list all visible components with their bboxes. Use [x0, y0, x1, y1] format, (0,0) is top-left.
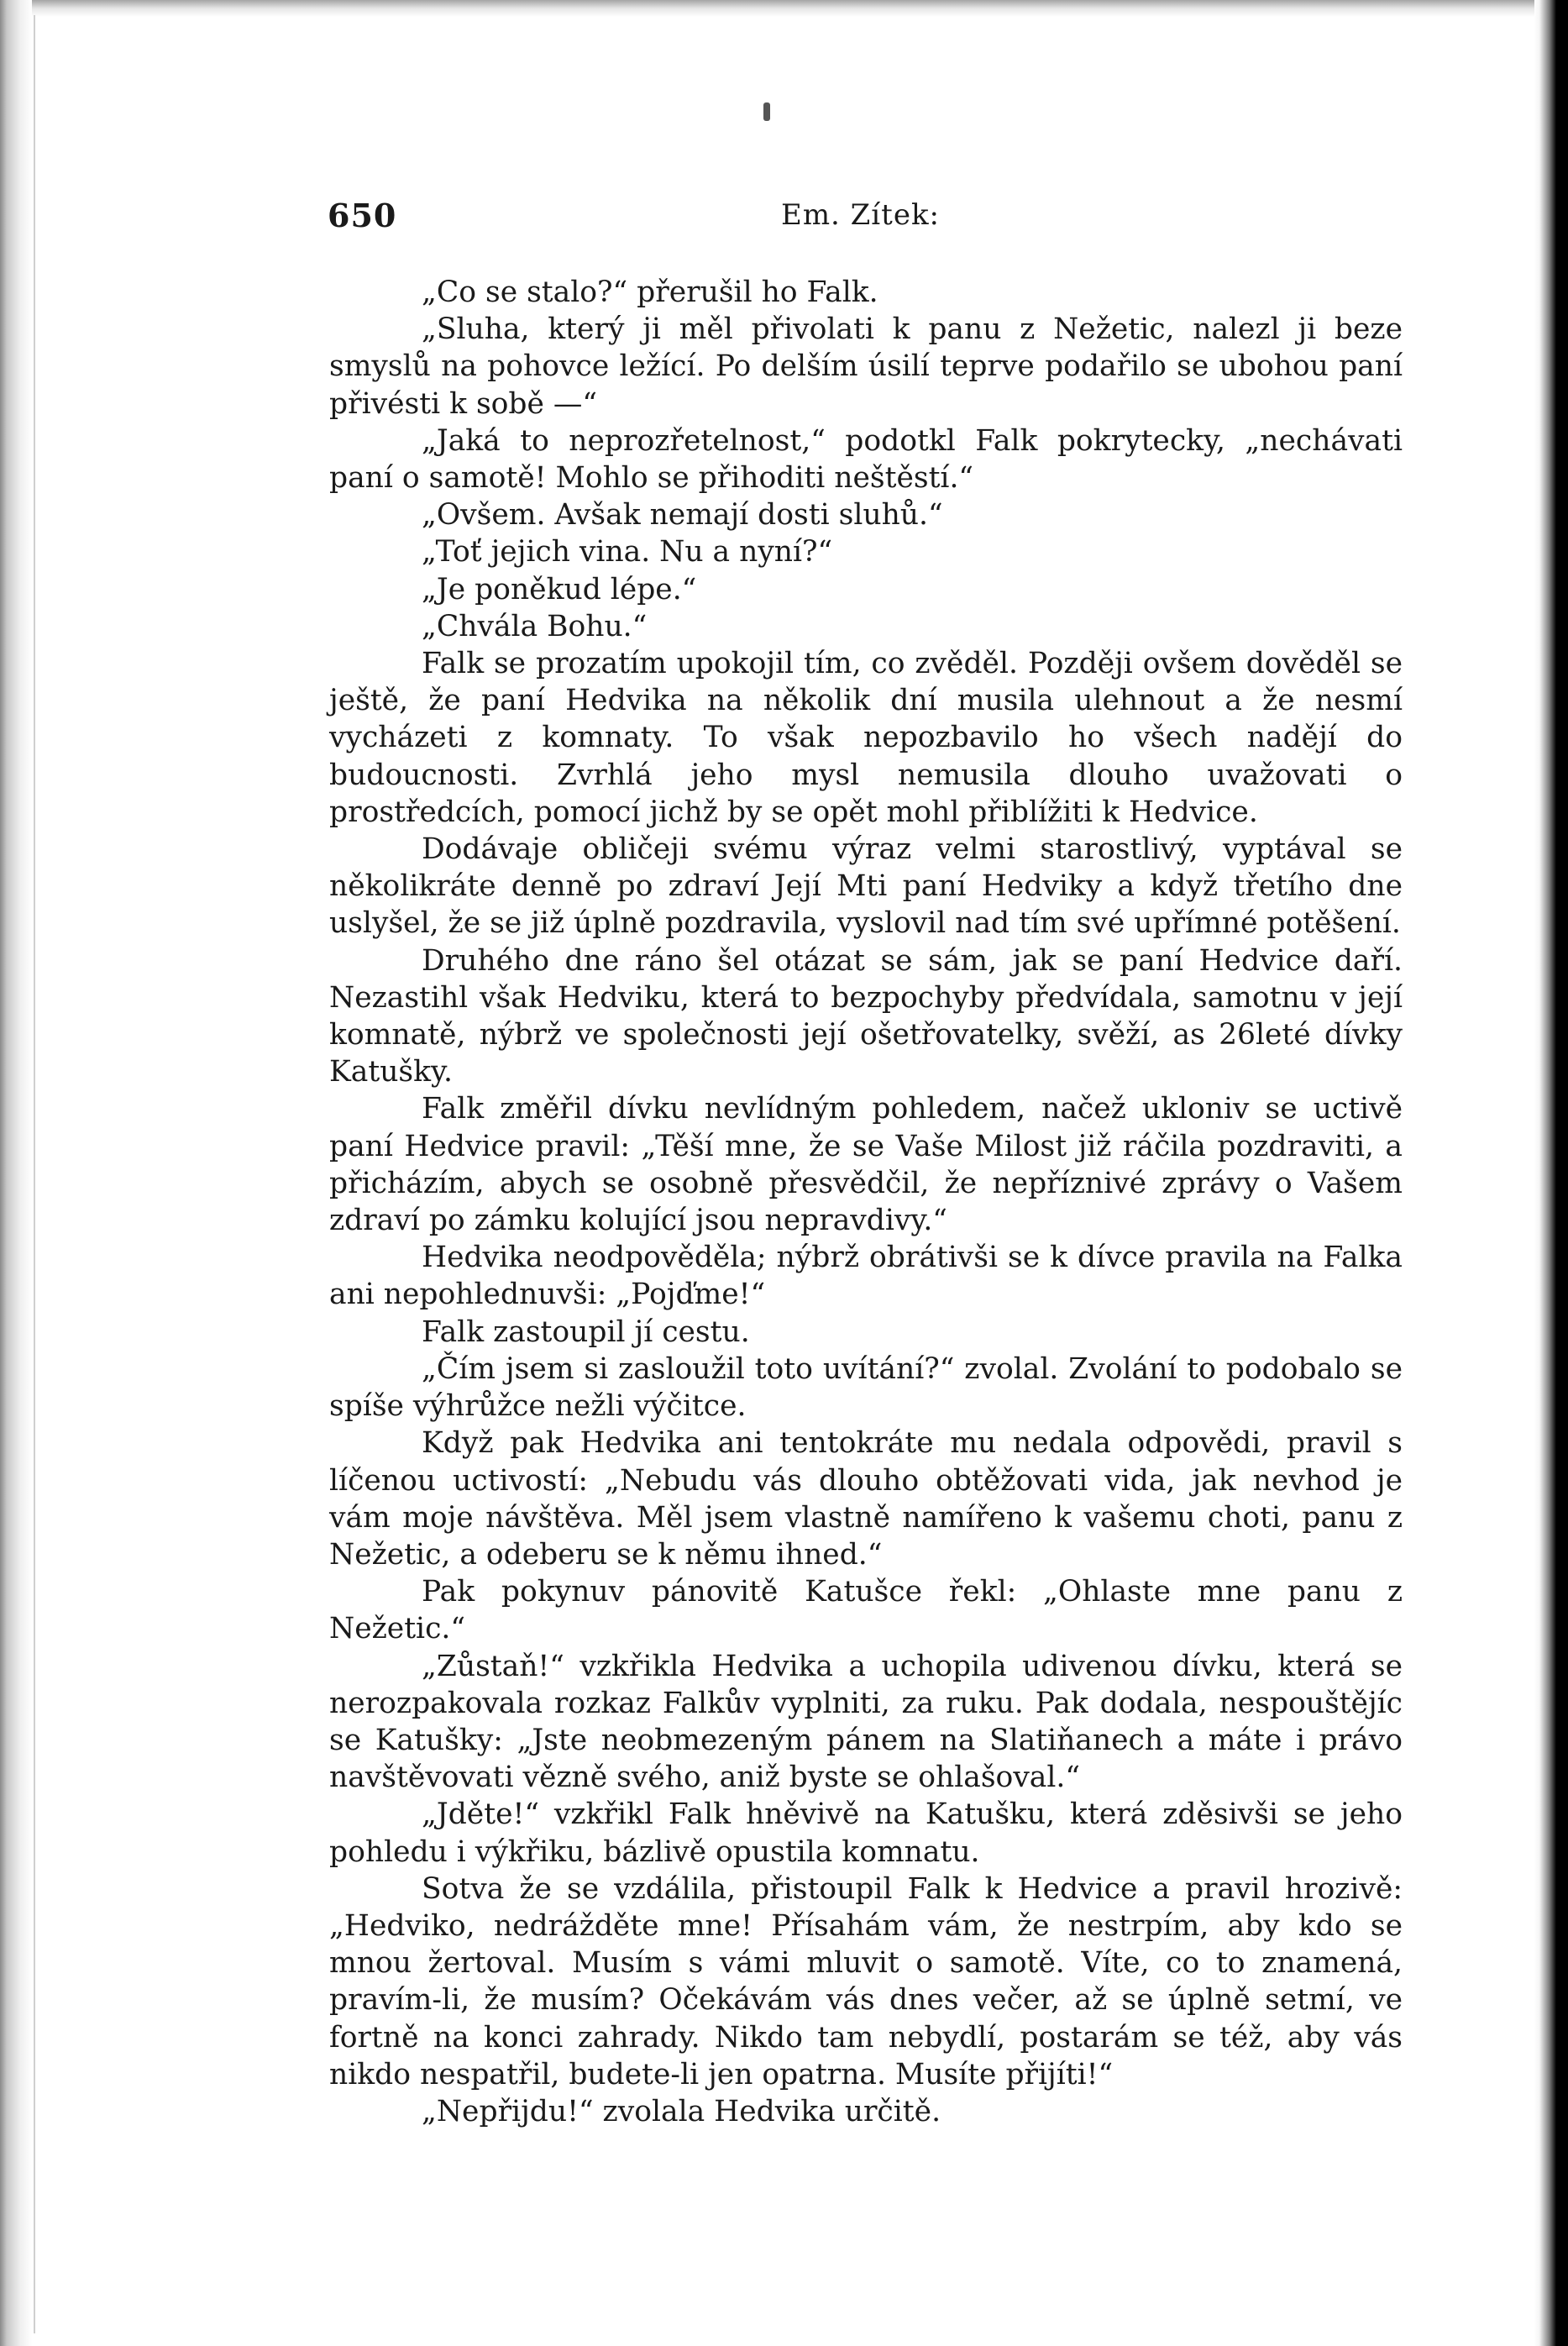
- paragraph: „Je poněkud lépe.“: [422, 572, 697, 606]
- paragraph: Falk se prozatím upokojil tím, co zvěděl. Později ovšem dověděl se ještě, že paní Hedvika na několik dní musila ulehnout a že nesmí vycházeti z komnaty. To však nepozbavilo ho všech nadějí do budoucnosti. Zvrhlá jeho mysl nemusila dlouho uvažovati o prostředcích, pomocí jichž by se opět mohl přiblížiti k Hedvice.: [329, 647, 1403, 829]
- paragraph: Pak pokynuv pánovitě Katušce řekl: „Ohlaste mne panu z Nežetic.“: [329, 1575, 1403, 1646]
- paragraph: Falk zastoupil jí cestu.: [422, 1315, 750, 1349]
- page-body: [329, 274, 1403, 2130]
- paragraph: Hedvika neodpověděla; nýbrž obrátivši se k dívce pravila na Falka ani nepohlednuvši: „Pojďme!“: [329, 1241, 1403, 1312]
- paragraph: „Toť jejich vina. Nu a nyní?“: [422, 535, 833, 569]
- paragraph: „Ovšem. Avšak nemají dosti sluhů.“: [422, 498, 943, 533]
- page-header: [328, 197, 1403, 247]
- paragraph: „Chvála Bohu.“: [422, 609, 648, 643]
- page-number: 650: [328, 197, 397, 234]
- paragraph: Sotva že se vzdálila, přistoupil Falk k Hedvice a pravil hrozivě: „Hedviko, nedrážděte mne! Přísahám vám, že nestrpím, aby kdo se mnou žertoval. Musím s vámi mluvit o samotě. Víte, co to znamená, pravím-li, že musím? Očekávám vás dnes večer, až se úplně setmí, ve fortně na konci zahrady. Nikdo tam nebydlí, postarám se též, aby vás nikdo nespatřil, budete-li jen opatrna. Musíte přijíti!“: [329, 1871, 1403, 2091]
- ink-speck: [763, 102, 770, 121]
- paragraph: Falk změřil dívku nevlídným pohledem, načež ukloniv se uctivě paní Hedvice pravil: „Těší mne, že se Vaše Milost již ráčila pozdraviti, a přicházím, abych se osobně přesvědčil, že nepříznivé zprávy o Vašem zdraví po zámku kolující jsou nepravdivy.“: [329, 1092, 1403, 1238]
- paragraph: „Jděte!“ vzkřikl Falk hněvivě na Katušku, která zděsivši se jeho pohledu i výkřiku, bázlivě opustila komnatu.: [329, 1798, 1403, 1869]
- paragraph: Dodávaje obličeji svému výraz velmi starostlivý, vyptával se několikráte denně po zdraví Její Mti paní Hedviky a když třetího dne uslyšel, že se již úplně pozdravila, vyslovil nad tím své upřímné potěšení.: [329, 832, 1403, 941]
- paragraph: Druhého dne ráno šel otázat se sám, jak se paní Hedvice daří. Nezastihl však Hedviku, která to bezpochyby předvídala, samotnu v její komnatě, nýbrž ve společnosti její ošetřovatelky, svěží, as 26leté dívky Katušky.: [329, 943, 1403, 1089]
- paragraph: „Sluha, který ji měl přivolati k panu z Nežetic, nalezl ji beze smyslů na pohovce ležící. Po delším úsilí teprve podařilo se ubohou paní přivésti k sobě —“: [329, 312, 1403, 421]
- scan-edge-top: [0, 0, 1568, 17]
- scan-edge-left: [0, 0, 32, 2346]
- paragraph: Když pak Hedvika ani tentokráte mu nedala odpovědi, pravil s líčenou uctivostí: „Nebudu vás dlouho obtěžovati vida, jak nevhod je vám moje návštěva. Měl jsem vlastně namířeno k vašemu choti, panu z Nežetic, a odeberu se k němu ihned.“: [329, 1426, 1403, 1572]
- paragraph: „Čím jsem si zasloužil toto uvítání?“ zvolal. Zvolání to podobalo se spíše výhrůžce nežli výčitce.: [329, 1351, 1403, 1424]
- paragraph: „Nepřijdu!“ zvolala Hedvika určitě.: [422, 2094, 941, 2128]
- paragraph: „Co se stalo?“ přerušil ho Falk.: [422, 276, 878, 309]
- scan-crease-line: [34, 15, 35, 2333]
- paragraph: „Jaká to neprozřetelnost,“ podotkl Falk pokrytecky, „nechávati paní o samotě! Mohlo se přihoditi neštěstí.“: [329, 423, 1403, 496]
- running-head: Em. Zítek:: [781, 198, 941, 232]
- paragraph: „Zůstaň!“ vzkřikla Hedvika a uchopila udivenou dívku, která se nerozpakovala rozkaz Falkův vyplniti, za ruku. Pak dodala, nespouštějíc se Katušky: „Jste neobmezeným pánem na Slatiňanech a máte i právo navštěvovati vězně svého, aniž byste se ohlašoval.“: [329, 1649, 1403, 1795]
- scan-edge-right: [1534, 0, 1568, 2346]
